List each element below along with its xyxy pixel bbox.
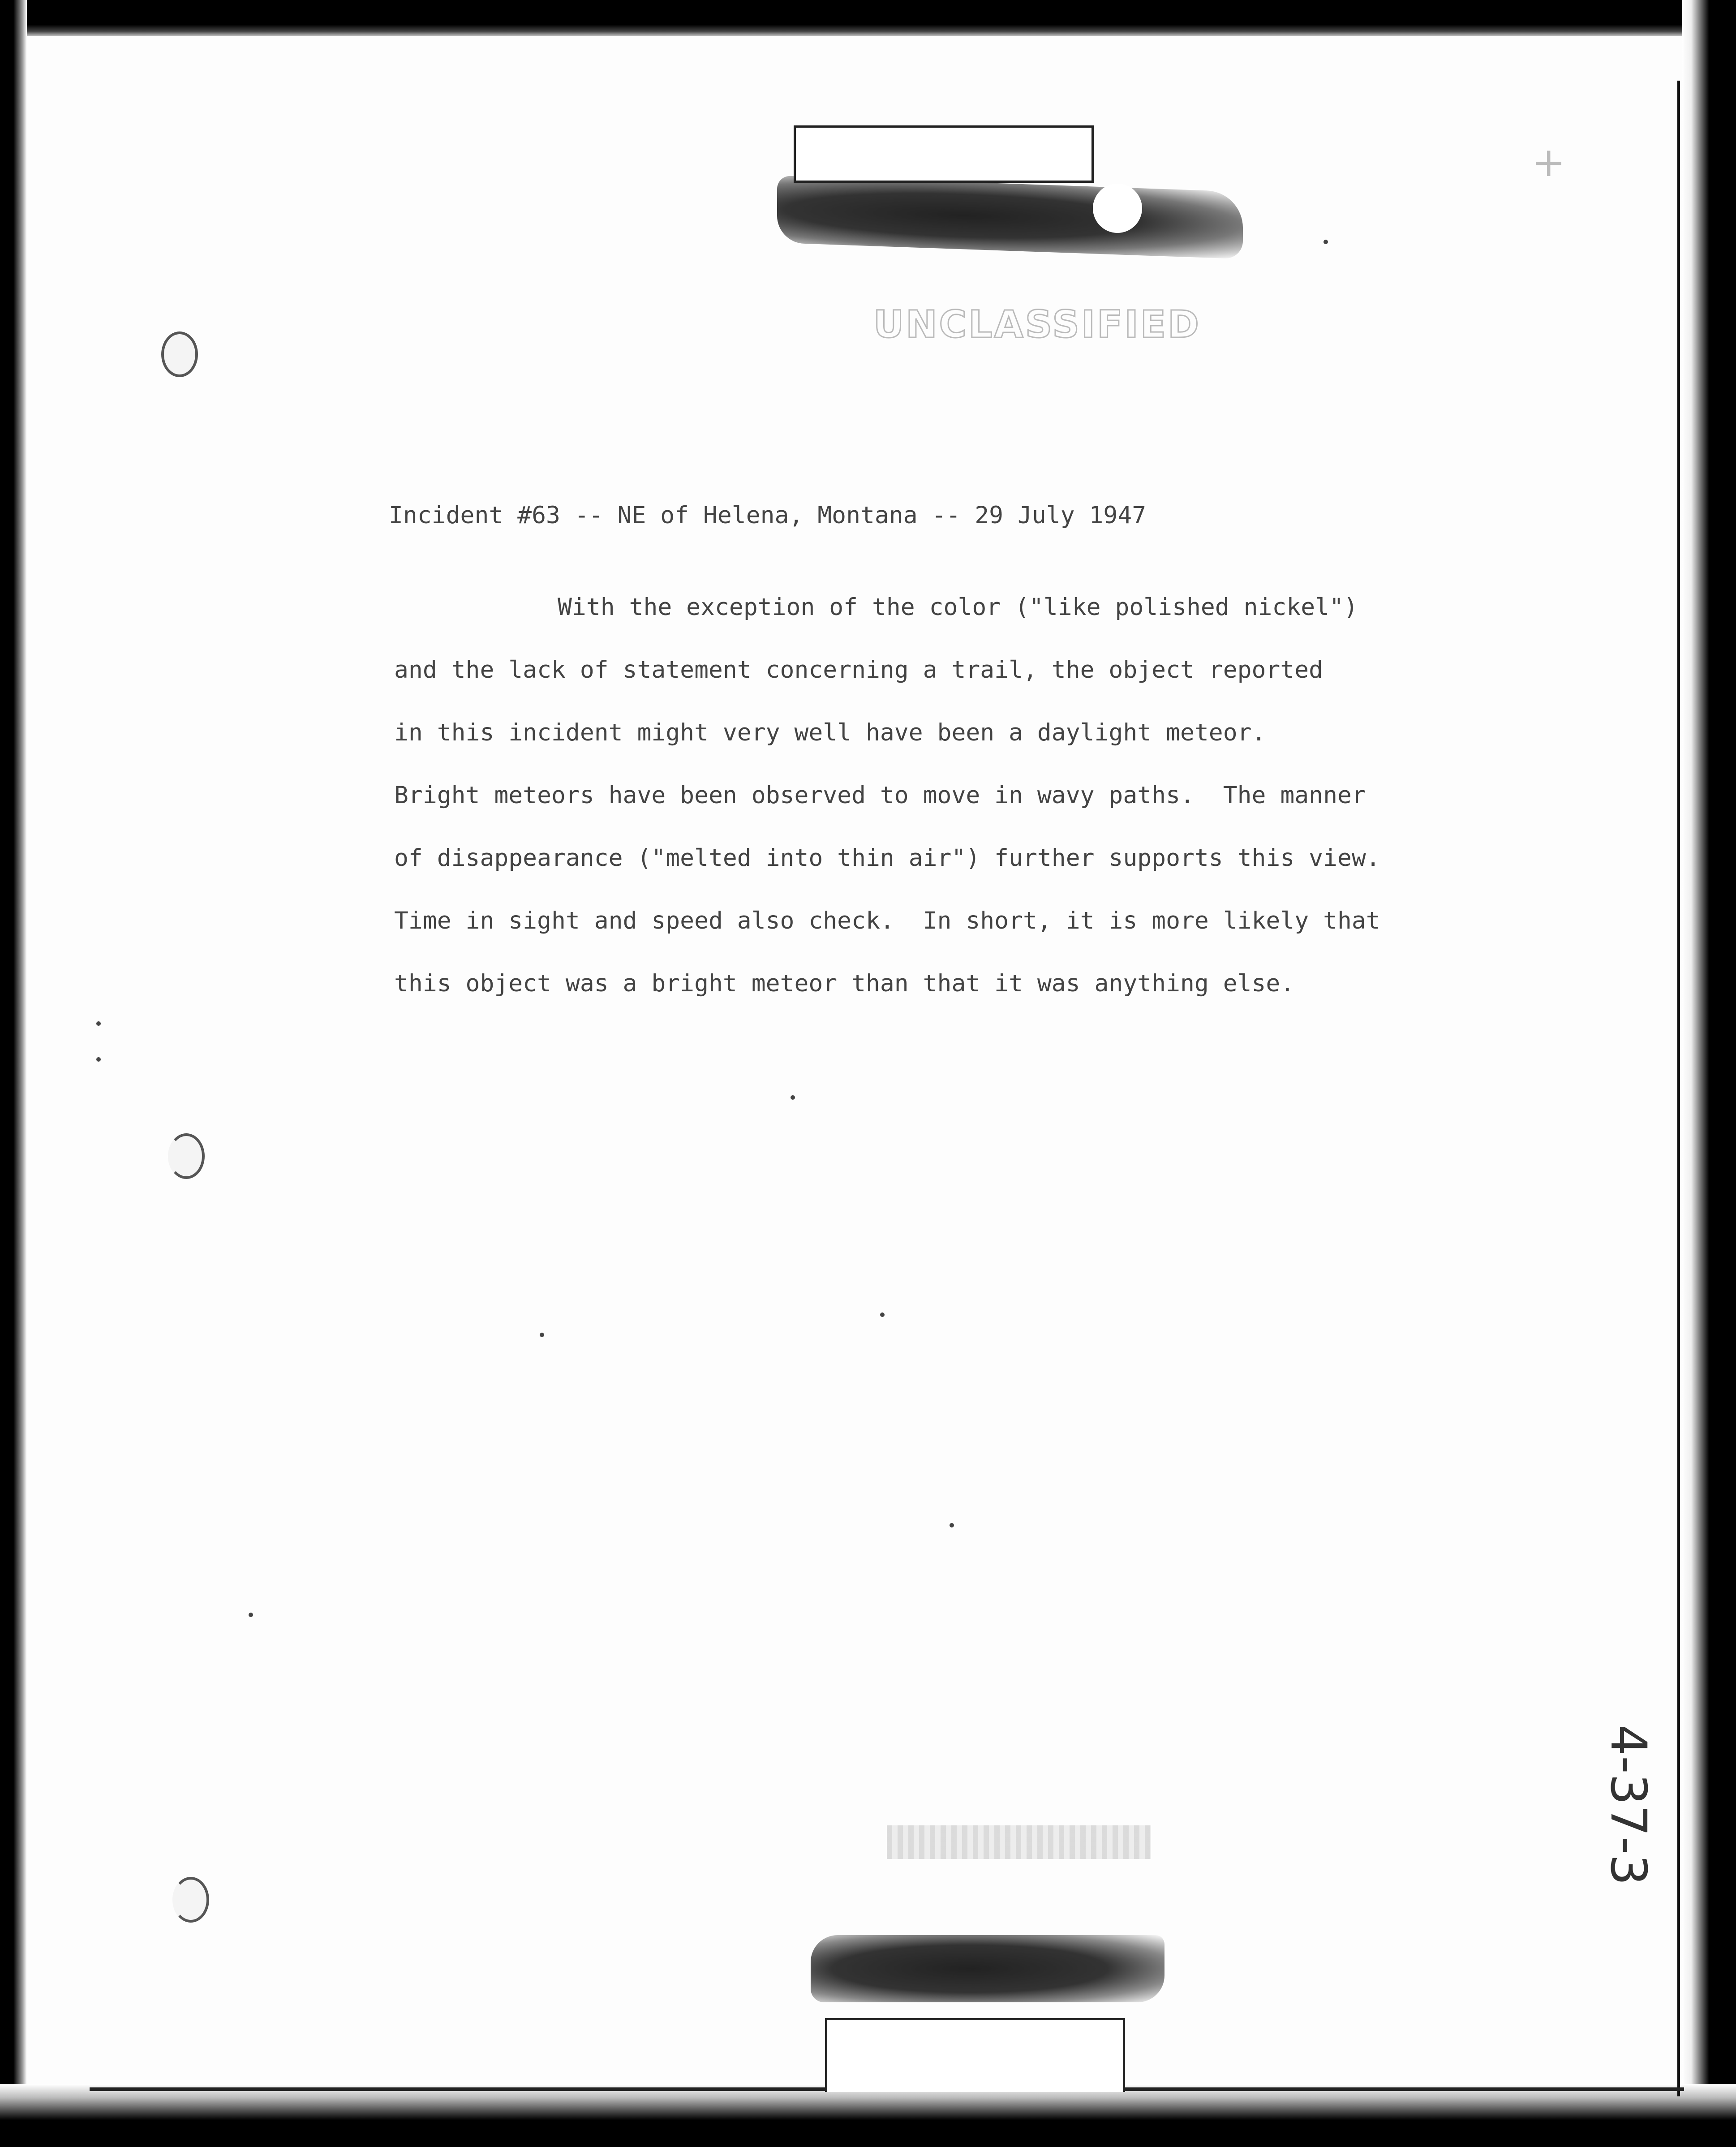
film-edge-bottom xyxy=(0,2084,1736,2147)
speck xyxy=(96,1021,101,1026)
speck xyxy=(96,1057,101,1062)
speck xyxy=(540,1333,544,1337)
film-edge-top xyxy=(0,0,1736,36)
speck xyxy=(950,1523,954,1527)
speck xyxy=(249,1613,253,1617)
classification-box-top xyxy=(794,125,1094,183)
unclassified-stamp-bottom xyxy=(887,1825,1151,1859)
redaction-smudge-top xyxy=(777,176,1243,259)
punch-hole-top xyxy=(1093,184,1142,233)
registration-mark: + xyxy=(1532,139,1566,186)
speck xyxy=(880,1312,885,1317)
body-line-4: Bright meteors have been observed to move in wavy paths. The manner xyxy=(394,782,1366,809)
film-edge-right xyxy=(1682,0,1736,2147)
redaction-smudge-bottom xyxy=(811,1935,1164,2002)
classification-box-bottom xyxy=(825,2018,1125,2092)
body-line-3: in this incident might very well have been a daylight meteor. xyxy=(394,719,1266,746)
binder-hole-3 xyxy=(172,1877,209,1923)
body-line-1: With the exception of the color ("like polished nickel") xyxy=(558,594,1358,621)
page-border-right xyxy=(1677,81,1680,2096)
film-edge-left xyxy=(0,0,27,2147)
speck xyxy=(791,1095,795,1100)
body-line-2: and the lack of statement concerning a trail, the object reported xyxy=(394,656,1323,684)
unclassified-stamp-top: UNCLASSIFIED xyxy=(873,302,1201,346)
incident-heading: Incident #63 -- NE of Helena, Montana -- 29 July 1947 xyxy=(389,502,1147,529)
body-line-6: Time in sight and speed also check. In short, it is more likely that xyxy=(394,907,1380,934)
speck xyxy=(1323,240,1328,244)
handwritten-file-number: 4-37-3 xyxy=(1600,1725,1657,1886)
body-line-5: of disappearance ("melted into thin air") further supports this view. xyxy=(394,844,1380,872)
body-line-7: this object was a bright meteor than that it was anything else. xyxy=(394,970,1295,997)
binder-hole-2 xyxy=(168,1133,205,1179)
binder-hole-1 xyxy=(161,331,198,377)
